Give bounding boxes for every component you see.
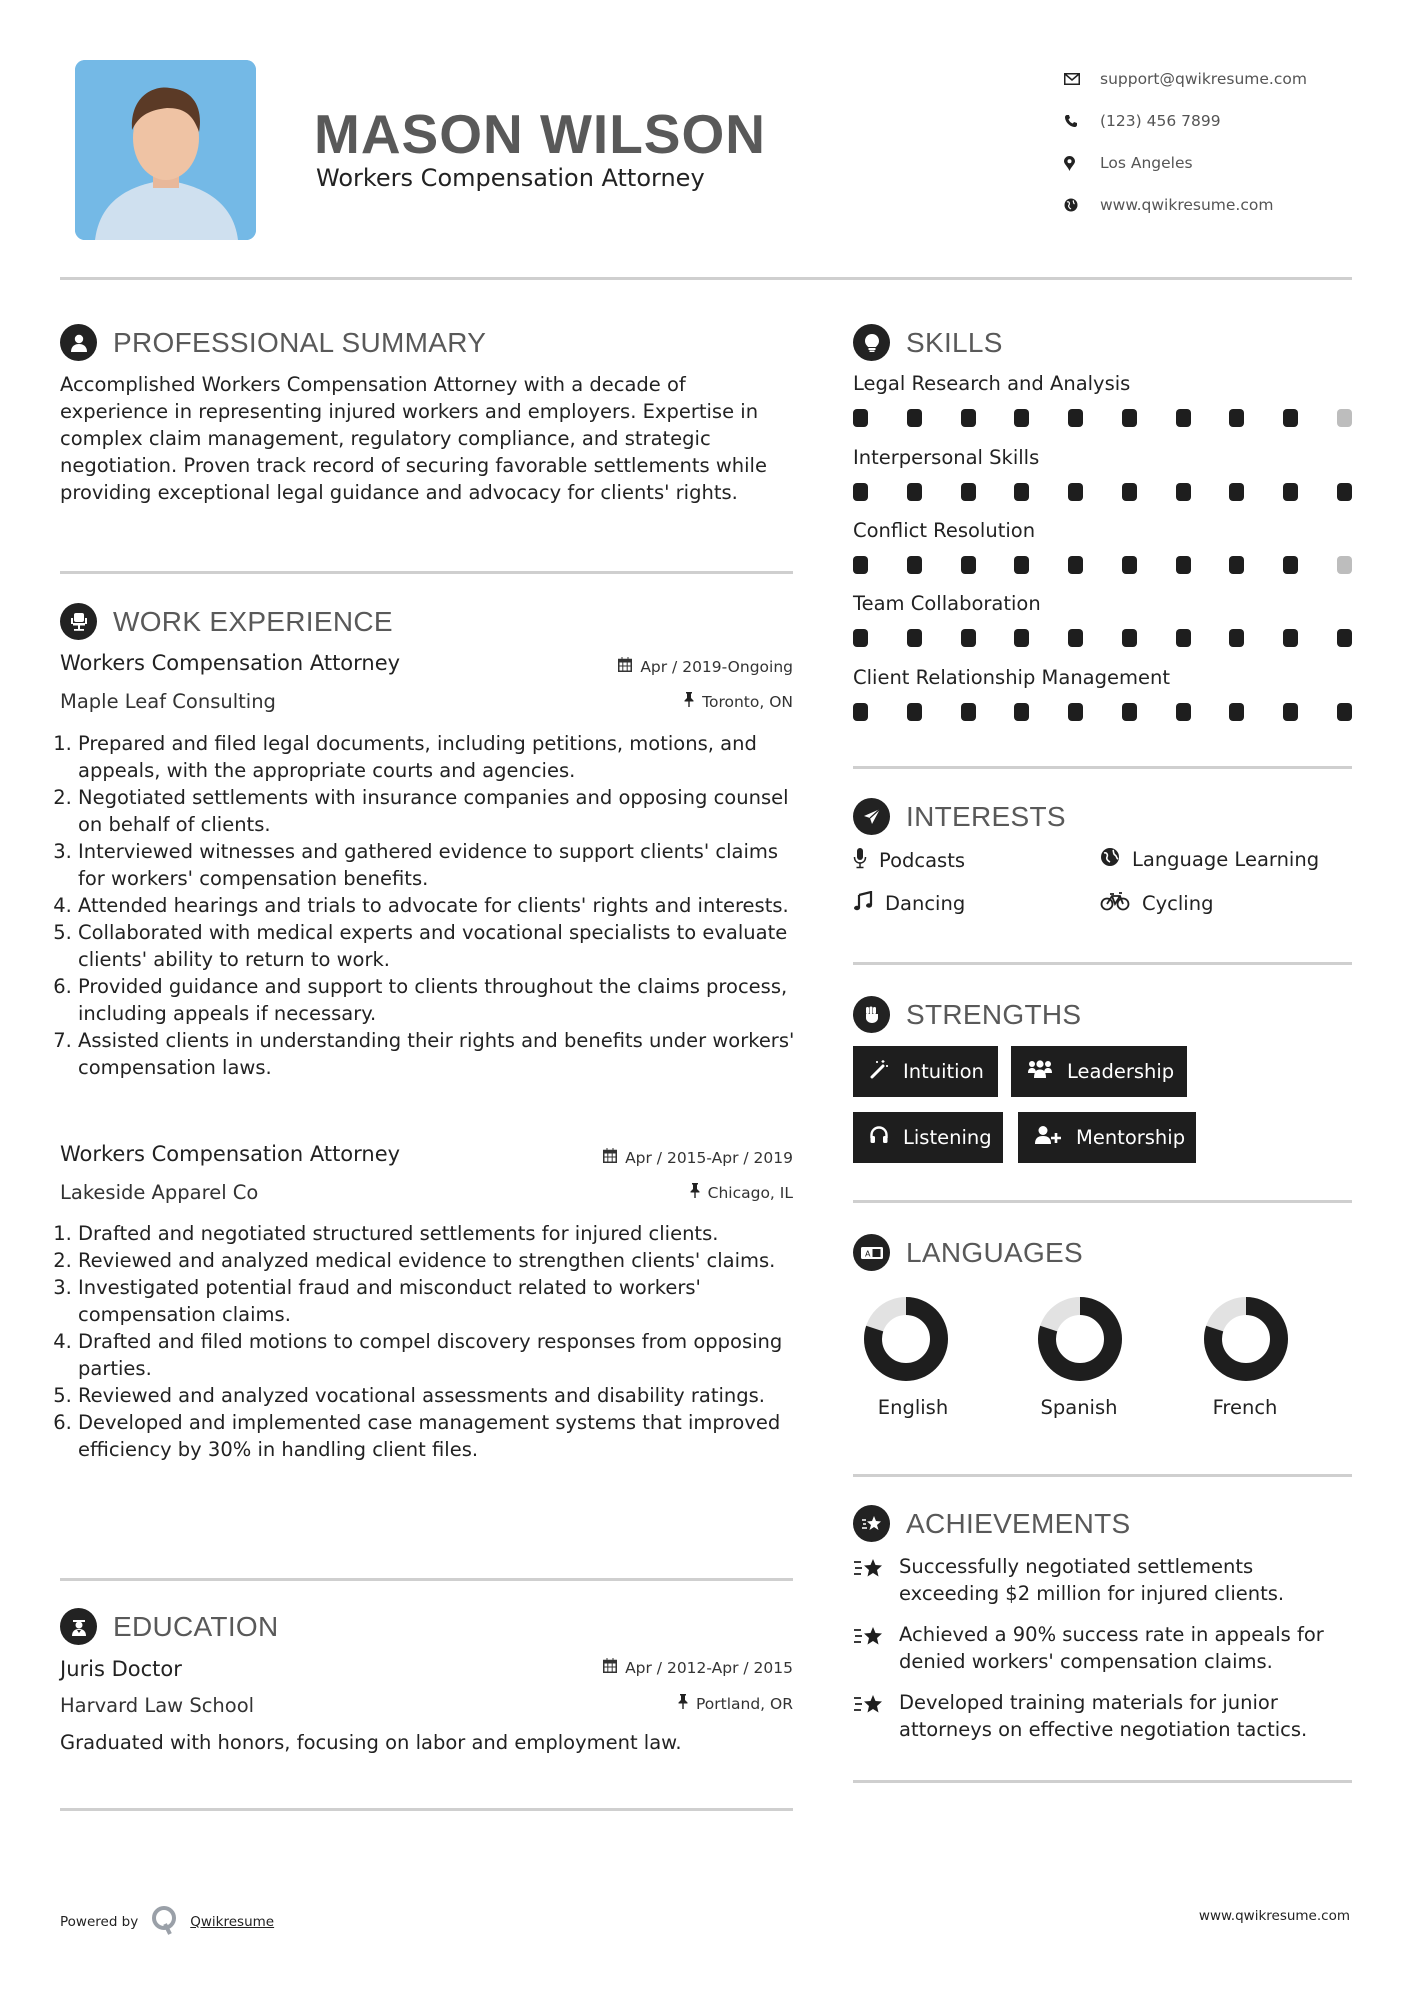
- users-icon: [1027, 1059, 1053, 1084]
- list-item: 3. Interviewed witnesses and gathered evidence to support clients' claims for workers' compensation benefits.: [78, 838, 800, 892]
- language-english: English: [853, 1296, 973, 1419]
- languages-heading: A LANGUAGES: [853, 1234, 1083, 1271]
- education-description: Graduated with honors, focusing on labor and employment law.: [60, 1731, 682, 1754]
- proficiency-ring: [1203, 1296, 1289, 1382]
- person-photo-icon: [75, 60, 256, 240]
- user-icon: [60, 324, 97, 361]
- interest-item: Cycling: [1100, 891, 1213, 916]
- degree: Juris Doctor: [60, 1657, 182, 1681]
- list-item: 5. Reviewed and analyzed vocational assessments and disability ratings.: [78, 1382, 800, 1409]
- contact-website[interactable]: www.qwikresume.com: [1064, 184, 1307, 226]
- section-divider: [853, 1780, 1352, 1783]
- experience-heading: WORK EXPERIENCE: [60, 603, 393, 640]
- skill-name: Interpersonal Skills: [853, 446, 1040, 469]
- skill-rating: [853, 483, 1352, 501]
- company-name: Lakeside Apparel Co: [60, 1181, 259, 1204]
- section-divider: [853, 1474, 1352, 1477]
- graduate-icon: [60, 1608, 97, 1645]
- svg-text:A: A: [864, 1249, 870, 1258]
- achievements-heading: ACHIEVEMENTS: [853, 1505, 1131, 1542]
- strength-badge-mentorship: Mentorship: [1018, 1112, 1196, 1163]
- fist-icon: [853, 996, 890, 1033]
- achievement-item: Achieved a 90% success rate in appeals for denied workers' compensation claims.: [853, 1621, 1353, 1675]
- contact-list: [1064, 58, 1307, 226]
- strengths-heading: STRENGTHS: [853, 996, 1081, 1033]
- skill-rating: [853, 556, 1352, 574]
- skill-rating: [853, 629, 1352, 647]
- list-item: 1. Drafted and negotiated structured settlements for injured clients.: [78, 1220, 800, 1247]
- list-item: 4. Drafted and filed motions to compel discovery responses from opposing parties.: [78, 1328, 800, 1382]
- job-dates: Apr / 2015-Apr / 2019: [603, 1148, 793, 1167]
- job-title: Workers Compensation Attorney: [60, 651, 401, 675]
- summary-heading: PROFESSIONAL SUMMARY: [60, 324, 486, 361]
- list-item: 1. Prepared and filed legal documents, including petitions, motions, and appeals, with the appropriate courts and agencies.: [78, 730, 800, 784]
- section-divider: [60, 571, 793, 574]
- list-item: 6. Developed and implemented case management systems that improved efficiency by 30% in handling client files.: [78, 1409, 800, 1463]
- skill-rating: [853, 703, 1352, 721]
- achievement-item: Successfully negotiated settlements exceeding $2 million for injured clients.: [853, 1553, 1353, 1607]
- list-item: 6. Provided guidance and support to clients throughout the claims process, including appeals if necessary.: [78, 973, 800, 1027]
- shooting-star-icon: [853, 1693, 885, 1743]
- interest-item: Dancing: [853, 891, 965, 916]
- list-item: 5. Collaborated with medical experts and vocational specialists to evaluate clients' ability to return to work.: [78, 919, 800, 973]
- envelope-icon: [1064, 73, 1100, 85]
- skill-name: Conflict Resolution: [853, 519, 1036, 542]
- qwikresume-logo-icon: [150, 1905, 178, 1939]
- music-note-icon: [853, 891, 873, 916]
- list-item: 7. Assisted clients in understanding their rights and benefits under workers' compensation laws.: [78, 1027, 800, 1081]
- job-location: Toronto, ON: [684, 692, 793, 711]
- interests-heading: INTERESTS: [853, 798, 1066, 835]
- candidate-title: Workers Compensation Attorney: [316, 164, 705, 192]
- bicycle-icon: [1100, 891, 1130, 916]
- summary-text: Accomplished Workers Compensation Attorney with a decade of experience in representing injured workers and employers. Expertise in complex claim management, regulatory compliance, and strategic negotiation. Proven track record of securing favorable settlements while providing exceptional legal guidance and advocacy for clients' rights.: [60, 373, 767, 504]
- education-dates: Apr / 2012-Apr / 2015: [603, 1658, 793, 1677]
- job-responsibilities: [60, 1220, 800, 1463]
- profile-photo: [75, 60, 256, 240]
- globe-icon: [1100, 847, 1120, 872]
- contact-location: Los Angeles: [1064, 142, 1307, 184]
- shooting-star-icon: [853, 1625, 885, 1675]
- section-divider: [60, 1808, 793, 1811]
- language-french: French: [1185, 1296, 1305, 1419]
- skill-name: Legal Research and Analysis: [853, 372, 1131, 395]
- list-item: 4. Attended hearings and trials to advocate for clients' rights and interests.: [78, 892, 800, 919]
- calendar-icon: [618, 657, 632, 676]
- skill-name: Client Relationship Management: [853, 666, 1171, 689]
- section-divider: [60, 1578, 793, 1581]
- skills-heading: SKILLS: [853, 324, 1003, 361]
- translate-icon: [853, 1234, 890, 1271]
- section-divider: [853, 766, 1352, 769]
- strength-badge-intuition: Intuition: [853, 1046, 998, 1097]
- shooting-star-icon: [853, 1557, 885, 1607]
- pushpin-icon: [678, 1694, 688, 1713]
- pushpin-icon: [690, 1183, 700, 1202]
- school-name: Harvard Law School: [60, 1694, 255, 1717]
- job-responsibilities: [60, 730, 800, 1081]
- list-item: 2. Negotiated settlements with insurance companies and opposing counsel on behalf of clients.: [78, 784, 800, 838]
- calendar-icon: [603, 1148, 617, 1167]
- skill-name: Team Collaboration: [853, 592, 1041, 615]
- section-divider: [853, 962, 1352, 965]
- interest-item: Language Learning: [1100, 847, 1319, 872]
- calendar-icon: [603, 1658, 617, 1677]
- footer-powered-by: Powered by Qwikresume: [60, 1905, 274, 1939]
- education-location: Portland, OR: [678, 1694, 793, 1713]
- section-divider: [853, 1200, 1352, 1203]
- lightbulb-icon: [853, 324, 890, 361]
- contact-email[interactable]: support@qwikresume.com: [1064, 58, 1307, 100]
- headphones-icon: [869, 1125, 889, 1150]
- list-item: 3. Investigated potential fraud and misconduct related to workers' compensation claims.: [78, 1274, 800, 1328]
- list-item: 2. Reviewed and analyzed medical evidence to strengthen clients' claims.: [78, 1247, 800, 1274]
- job-location: Chicago, IL: [690, 1183, 793, 1202]
- map-pin-icon: [1064, 156, 1100, 171]
- shooting-star-icon: [853, 1505, 890, 1542]
- globe-icon: [1064, 198, 1100, 212]
- office-chair-icon: [60, 603, 97, 640]
- microphone-icon: [853, 847, 867, 874]
- strength-badge-leadership: Leadership: [1011, 1046, 1187, 1097]
- qwikresume-link[interactable]: Qwikresume: [190, 1914, 275, 1930]
- achievement-item: Developed training materials for junior attorneys on effective negotiation tactics.: [853, 1689, 1353, 1743]
- proficiency-ring: [1037, 1296, 1123, 1382]
- proficiency-ring: [863, 1296, 949, 1382]
- contact-phone[interactable]: (123) 456 7899: [1064, 100, 1307, 142]
- footer-website[interactable]: www.qwikresume.com: [1198, 1908, 1350, 1924]
- magic-wand-icon: [869, 1059, 889, 1084]
- job-dates: Apr / 2019-Ongoing: [618, 657, 793, 676]
- user-plus-icon: [1034, 1125, 1062, 1150]
- education-heading: EDUCATION: [60, 1608, 279, 1645]
- strength-badge-listening: Listening: [853, 1112, 1003, 1163]
- skill-rating: [853, 409, 1352, 427]
- language-spanish: Spanish: [1019, 1296, 1139, 1419]
- job-title: Workers Compensation Attorney: [60, 1142, 401, 1166]
- candidate-name: MASON WILSON: [314, 103, 766, 165]
- interest-item: Podcasts: [853, 847, 965, 874]
- pushpin-icon: [684, 692, 694, 711]
- paper-plane-icon: [853, 798, 890, 835]
- company-name: Maple Leaf Consulting: [60, 690, 276, 713]
- header-divider: [60, 277, 1352, 280]
- phone-icon: [1064, 114, 1100, 128]
